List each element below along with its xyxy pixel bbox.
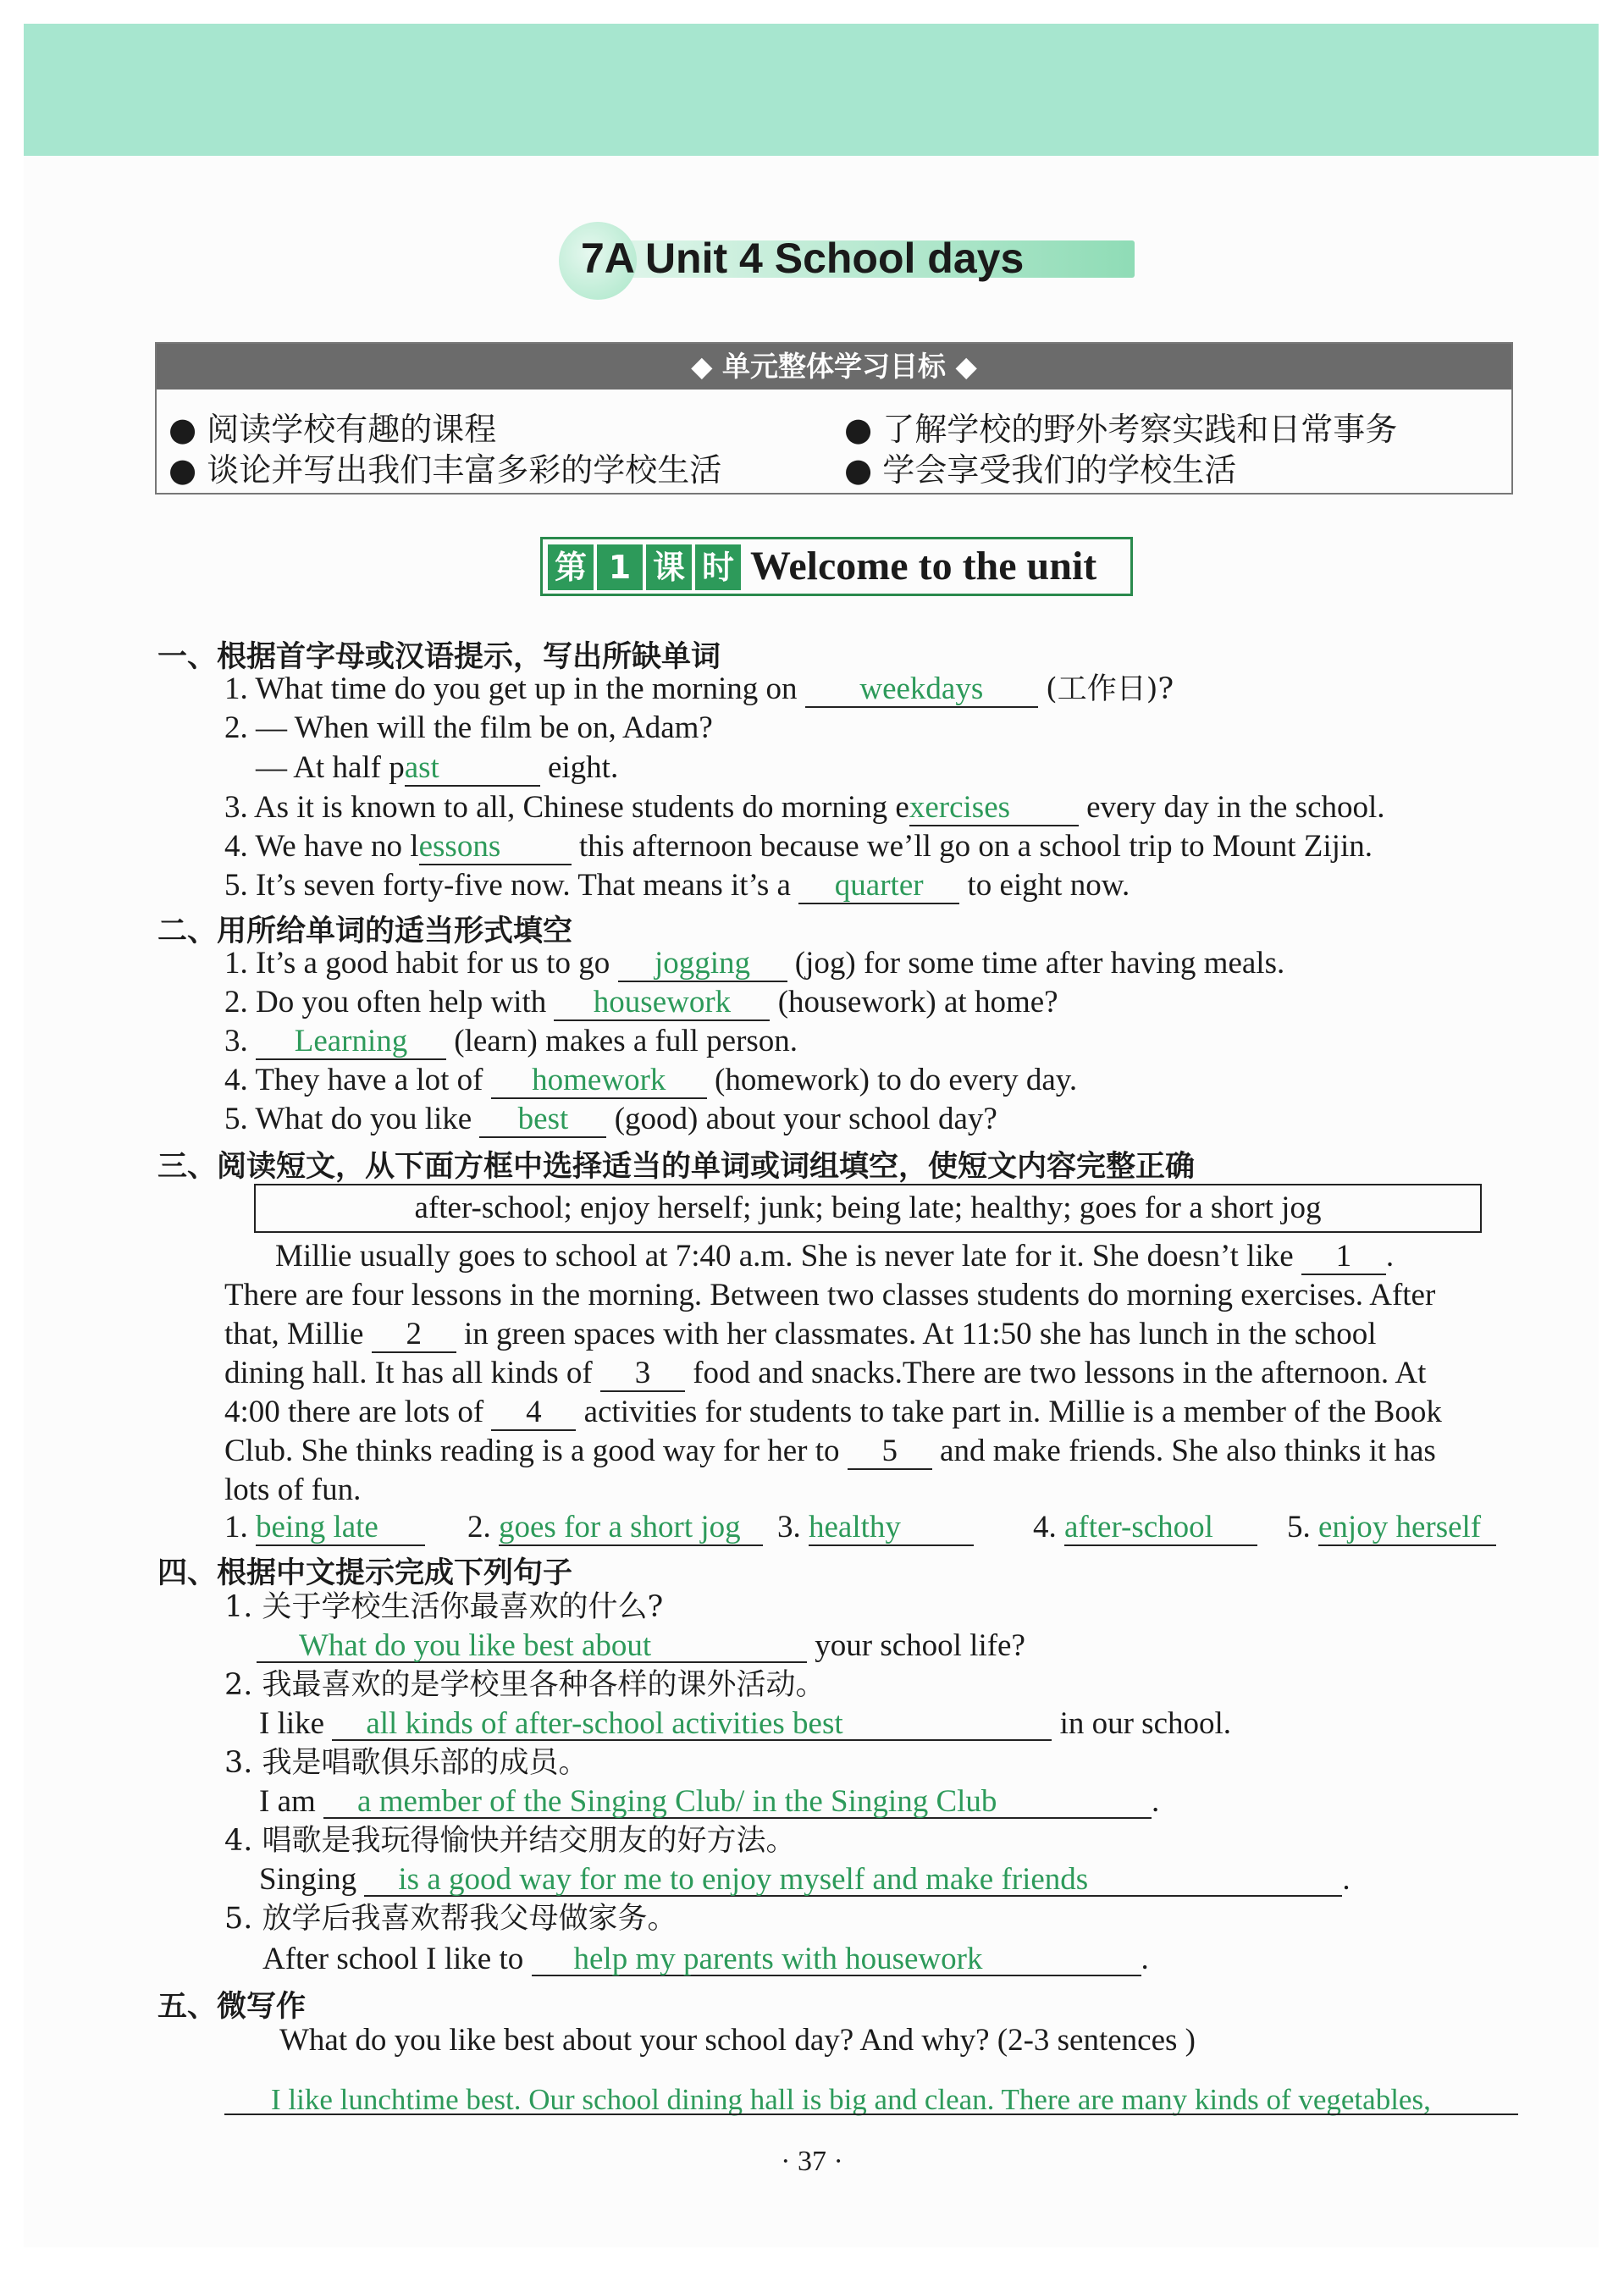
s2-answer-4: homework — [491, 1064, 707, 1099]
header-band — [24, 24, 1599, 156]
s4-answer-line-5: After school I like to help my parents with housework . — [262, 1942, 1149, 1976]
s2-answer-1: jogging — [618, 947, 787, 982]
word-bank-box: after-school; enjoy herself; junk; being late; healthy; goes for a short jog — [254, 1184, 1482, 1233]
s1-question-4: 4. We have no lessons this afternoon because we’ll go on a school trip to Mount Zijin. — [224, 829, 1373, 864]
s2-question-2: 2. Do you often help with housework (housework) at home? — [224, 985, 1058, 1019]
section2-heading: 二、用所给单词的适当形式填空 — [157, 914, 573, 948]
s1-question-3: 3. As it is known to all, Chinese students do morning exercises every day in the school. — [224, 790, 1385, 825]
passage-line-7: lots of fun. — [224, 1473, 362, 1507]
s1-answer-3: xercises — [909, 791, 1079, 826]
s1-answer-4: essons — [419, 830, 572, 865]
s1-answer-2: ast — [405, 751, 540, 787]
passage-line-2: There are four lessons in the morning. Between two classes students do morning exercises. After — [224, 1278, 1436, 1312]
s4-prompt-4: 4. 唱歌是我玩得愉快并结交朋友的好方法。 — [224, 1824, 796, 1858]
s3-answer-5: 5. enjoy herself — [1287, 1509, 1496, 1546]
s4-answer-line-1: What do you like best about your school life? — [257, 1627, 1025, 1665]
passage-blank-1: 1 — [1301, 1240, 1386, 1275]
s2-answer-2: housework — [554, 986, 770, 1021]
passage-blank-3: 3 — [600, 1357, 685, 1392]
lesson-banner — [540, 537, 1133, 596]
s1-question-5: 5. It’s seven forty-five now. That means it’s a quarter to eight now. — [224, 868, 1130, 903]
lesson-title: Welcome to the unit — [750, 544, 1097, 588]
passage-line-4: dining hall. It has all kinds of 3 food and snacks.There are two lessons in the afternoon. At — [224, 1356, 1427, 1390]
s1-question-2-answer-line: — At half past eight. — [256, 750, 619, 785]
s1-answer-1: weekdays — [805, 672, 1038, 708]
s4-prompt-5: 5. 放学后我喜欢帮我父母做家务。 — [224, 1902, 677, 1936]
section5-heading: 五、微写作 — [157, 1990, 307, 2024]
s4-answer-3: a member of the Singing Club/ in the Singing Club — [323, 1785, 1152, 1819]
s3-answer-2: 2. goes for a short jog — [467, 1509, 763, 1546]
passage-blank-4: 4 — [491, 1395, 576, 1431]
s3-answer-4: 4. after-school — [1033, 1509, 1257, 1546]
learning-goals-box — [155, 342, 1513, 495]
goal-item: ● 学会享受我们的学校生活 — [844, 451, 1237, 489]
goal-item: ● 谈论并写出我们丰富多彩的学校生活 — [168, 451, 722, 489]
s4-answer-5: help my parents with housework — [532, 1942, 1141, 1976]
passage-blank-5: 5 — [848, 1434, 932, 1470]
section1-heading: 一、根据首字母或汉语提示，写出所缺单词 — [157, 640, 721, 674]
s3-answer-1: 1. being late — [224, 1509, 425, 1546]
s2-answer-5: best — [479, 1102, 606, 1138]
s4-answer-line-2: I like all kinds of after-school activities best in our school. — [259, 1706, 1232, 1741]
lesson-char: 课 — [646, 544, 692, 590]
s2-question-3: 3. Learning (learn) makes a full person. — [224, 1024, 798, 1058]
page-number: · 37 · — [781, 2146, 843, 2177]
s2-question-5: 5. What do you like best (good) about your school day? — [224, 1102, 997, 1136]
s2-answer-3: Learning — [256, 1025, 446, 1060]
writing-line — [224, 2114, 1518, 2115]
passage-line-3: that, Millie 2 in green spaces with her classmates. At 11:50 she has lunch in the school — [224, 1317, 1377, 1351]
s2-question-1: 1. It’s a good habit for us to go jogging (jog) for some time after having meals. — [224, 946, 1285, 981]
s1-question-1: 1. What time do you get up in the morning on weekdays (工作日)? — [224, 671, 1174, 706]
section4-heading: 四、根据中文提示完成下列句子 — [157, 1556, 573, 1590]
s4-answer-line-3: I am a member of the Singing Club/ in the Singing Club . — [259, 1784, 1160, 1819]
goal-item: ● 了解学校的野外考察实践和日常事务 — [844, 411, 1398, 448]
s4-answer-line-4: Singing is a good way for me to enjoy myself and make friends . — [259, 1862, 1351, 1897]
lesson-number: 1 — [597, 544, 643, 590]
s4-answer-2: all kinds of after-school activities best — [332, 1707, 1052, 1741]
s4-answer-1: What do you like best about — [257, 1629, 807, 1663]
writing-answer: I like lunchtime best. Our school dining hall is big and clean. There are many kinds of vegetables, — [271, 2083, 1431, 2116]
lesson-char: 第 — [548, 544, 594, 590]
learning-goals-heading: ◆ 单元整体学习目标 ◆ — [157, 344, 1511, 390]
passage-blank-2: 2 — [372, 1318, 456, 1353]
s4-prompt-2: 2. 我最喜欢的是学校里各种各样的课外活动。 — [224, 1668, 826, 1702]
s1-answer-5: quarter — [798, 869, 959, 904]
s4-prompt-1: 1. 关于学校生活你最喜欢的什么? — [224, 1590, 664, 1624]
passage-line-5: 4:00 there are lots of 4 activities for students to take part in. Millie is a member of the Book — [224, 1395, 1442, 1429]
writing-prompt: What do you like best about your school day? And why? (2-3 sentences ) — [279, 2023, 1196, 2058]
goal-item: ● 阅读学校有趣的课程 — [168, 411, 497, 448]
s1-question-2: 2. — When will the film be on, Adam? — [224, 710, 713, 745]
s4-answer-4: is a good way for me to enjoy myself and make friends — [364, 1863, 1342, 1897]
passage-line-6: Club. She thinks reading is a good way for her to 5 and make friends. She also thinks it has — [224, 1434, 1436, 1468]
s4-prompt-3: 3. 我是唱歌俱乐部的成员。 — [224, 1746, 588, 1780]
section3-heading: 三、阅读短文，从下面方框中选择适当的单词或词组填空，使短文内容完整正确 — [157, 1150, 1196, 1184]
unit-title: 7A Unit 4 School days — [581, 235, 1025, 282]
passage-line-1: Millie usually goes to school at 7:40 a.m. She is never late for it. She doesn’t like 1 . — [275, 1239, 1395, 1274]
unit-title-badge — [559, 222, 1135, 300]
s2-question-4: 4. They have a lot of homework (homework) to do every day. — [224, 1063, 1078, 1097]
s3-answer-3: 3. healthy — [777, 1509, 974, 1546]
lesson-char: 时 — [695, 544, 741, 590]
